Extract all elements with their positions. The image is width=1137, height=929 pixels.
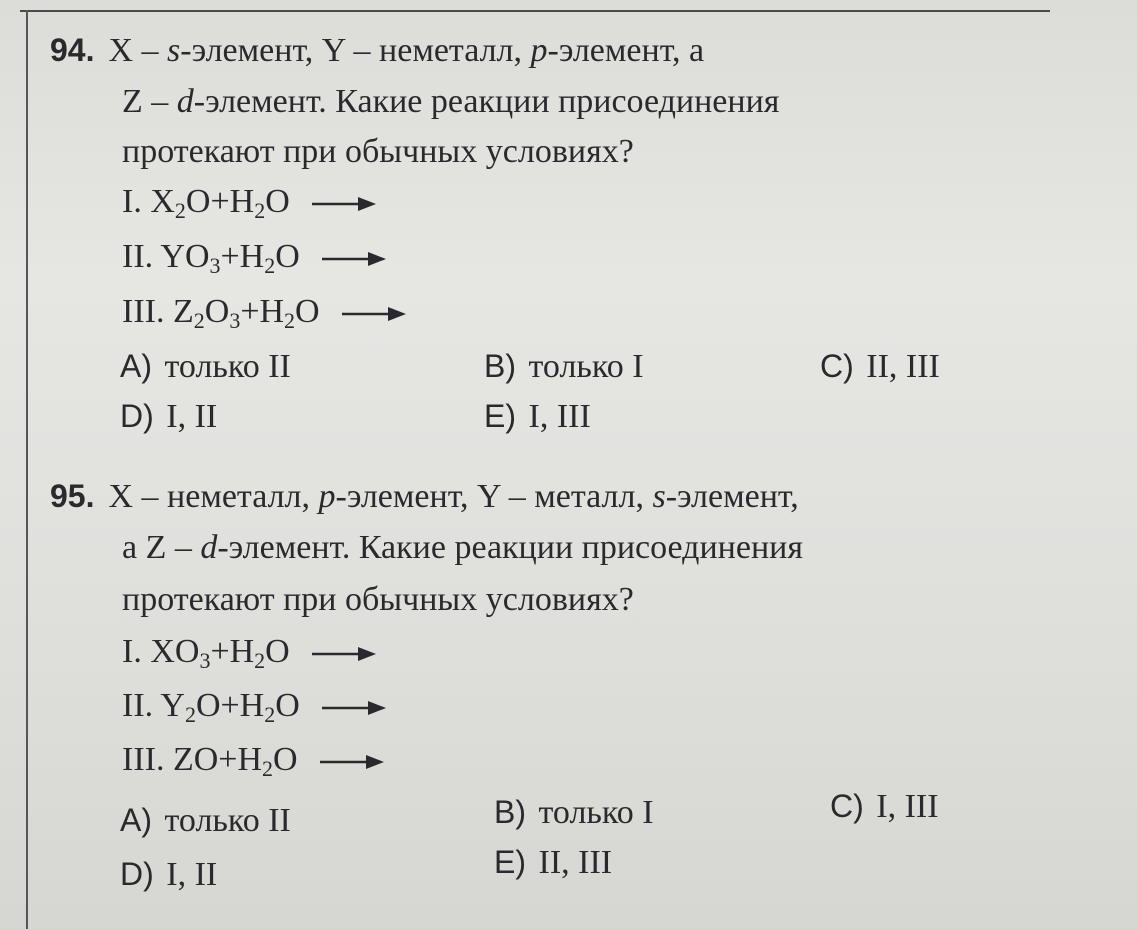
reaction-arrow-icon: [312, 194, 378, 214]
q95-reaction-2: II. $Y_2O+H_2O$: [122, 686, 388, 726]
q94-line-3: протекают при обычных условиях?: [122, 133, 634, 170]
q94-reaction-1: I. $X_2O+H_2O$: [122, 182, 378, 222]
q94-option-d[interactable]: D) I, II: [120, 398, 218, 435]
q94-option-e[interactable]: E) I, III: [484, 398, 591, 435]
reaction-arrow-icon: [322, 698, 388, 718]
q95-reaction-1: I. $XO_3+H_2O$: [122, 632, 378, 672]
q95-line-3: протекают при обычных условиях?: [122, 581, 634, 618]
q95-option-e[interactable]: E) II, III: [494, 844, 613, 881]
q95-reaction-3: III. $ZO+H_2O$: [122, 740, 386, 780]
q95-option-b[interactable]: B) только I: [494, 794, 654, 831]
q95-option-d[interactable]: D) I, II: [120, 856, 218, 893]
q94-number: 94.: [50, 32, 95, 68]
top-rule: [20, 10, 1050, 12]
q94-line-2: Z – d-элемент. Какие реакции присоединения: [122, 83, 780, 120]
q94-option-b[interactable]: B) только I: [484, 348, 644, 385]
q95-number: 95.: [50, 478, 95, 514]
reaction-arrow-icon: [322, 249, 388, 269]
q94-reaction-3: III. $Z_2O_3+H_2O$: [122, 292, 408, 332]
q95-line-2: а Z – d-элемент. Какие реакции присоединения: [122, 529, 803, 566]
q95-option-a[interactable]: A) только II: [120, 802, 291, 839]
q95-line-1: 95. X – неметалл, p-элемент, Y – металл, s-элемент,: [50, 478, 799, 515]
reaction-arrow-icon: [342, 304, 408, 324]
reaction-arrow-icon: [320, 752, 386, 772]
q95-option-c[interactable]: C) I, III: [830, 788, 939, 825]
reaction-arrow-icon: [312, 644, 378, 664]
left-margin-rule: [26, 10, 28, 929]
q94-line-1: 94. X – s-элемент, Y – неметалл, p-элемент, а: [50, 32, 705, 69]
q94-reaction-2: II. $YO_3+H_2O$: [122, 237, 388, 277]
q94-option-a[interactable]: A) только II: [120, 348, 291, 385]
q94-option-c[interactable]: C) II, III: [820, 348, 940, 385]
